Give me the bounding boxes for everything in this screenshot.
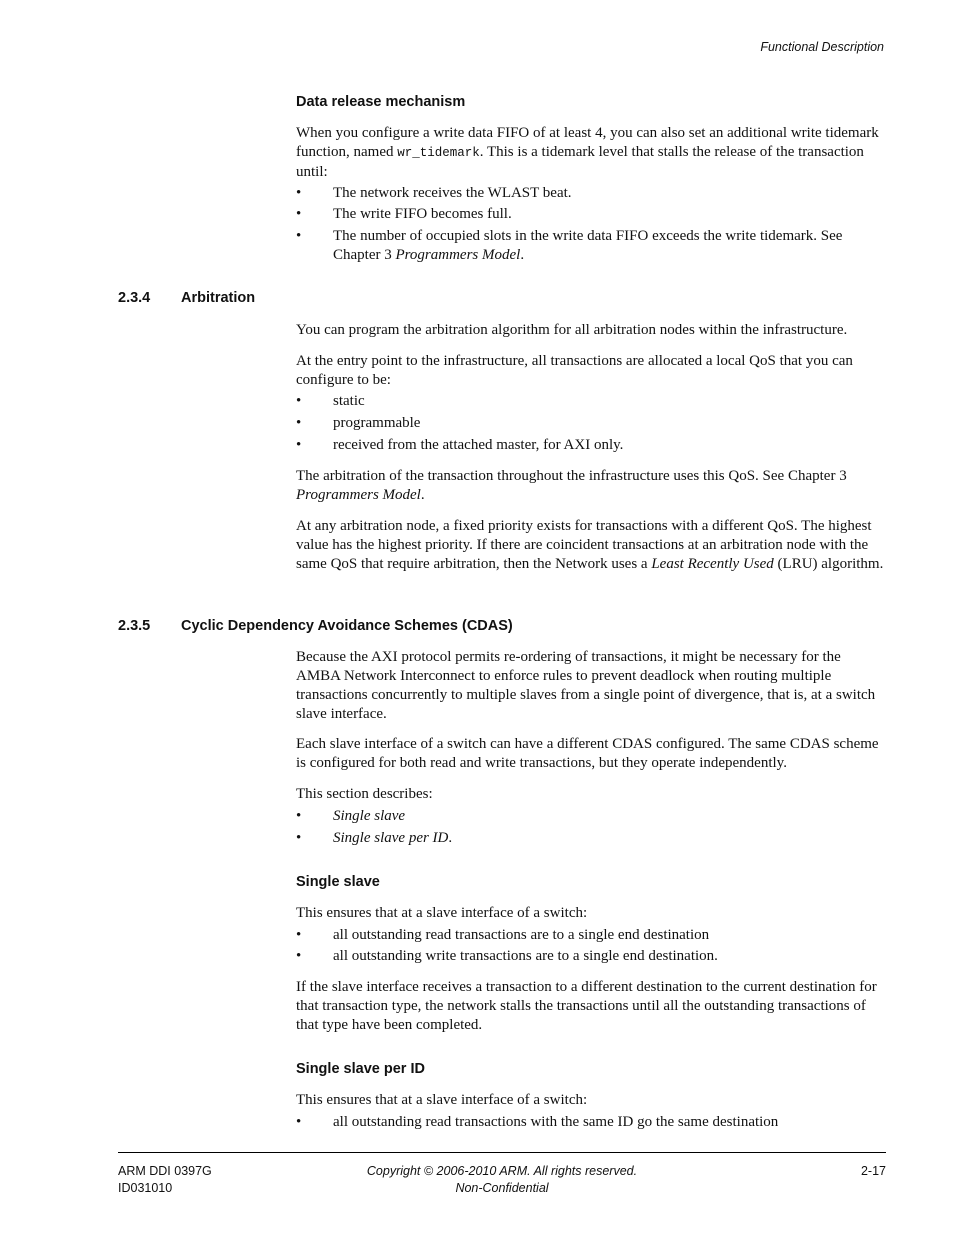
paragraph: At the entry point to the infrastructure, all transactions are allocated a local QoS that you can configure to be: (296, 353, 853, 388)
copyright-text: Copyright © 2006-2010 ARM. All rights reserved. (366, 1164, 638, 1178)
link-programmers-model[interactable]: Programmers Model (296, 487, 421, 503)
paragraph: This ensures that at a slave interface of a switch: (296, 905, 588, 921)
list-item: • The network receives the WLAST beat. (296, 185, 572, 201)
bullet-icon: • (296, 830, 302, 846)
section-heading-cdas: 2.3.5 Cyclic Dependency Avoidance Schemes (CDAS) (118, 618, 513, 634)
bullet-icon: • (296, 948, 302, 964)
paragraph: Because the AXI protocol permits re-ordering of transactions, it might be necessary for the AMBA Network Interconnect to enforce rules to prevent deadlock when routing multiple transactions concurrently to multiple slaves from a single point of divergence, that is, at a switch slave interface. (296, 649, 876, 722)
running-header: Functional Description (760, 40, 884, 54)
list-item: • static (296, 393, 365, 409)
bullet-icon: • (296, 927, 302, 943)
paragraph: If the slave interface receives a transaction to a different destination to the current destination for that transaction type, the network stalls the transactions until all the outstanding transactions of that type have been completed. (296, 979, 877, 1033)
footer-rule (118, 1152, 886, 1153)
link-single-slave[interactable]: Single slave (333, 808, 406, 824)
bullet-icon: • (296, 808, 302, 824)
list-item (296, 807, 886, 826)
paragraph: When you configure a write data FIFO of at least 4, you can also set an additional write tidemark function, named wr_tidemark. This is a tidemark level that stalls the release of the transaction until: (296, 125, 879, 180)
doc-id: ID031010 (118, 1181, 173, 1195)
doc-number: ARM DDI 0397G (118, 1164, 212, 1178)
list-item: • all outstanding write transactions are to a single end destination. (296, 948, 718, 964)
list-item: • The number of occupied slots in the write data FIFO exceeds the write tidemark. See Chapter 3 Programmers Model. (296, 228, 843, 263)
link-programmers-model[interactable]: Programmers Model (395, 247, 521, 263)
bullet-icon: • (296, 415, 302, 431)
list-item: • Single slave per ID. (296, 830, 453, 846)
confidentiality-text: Non-Confidential (455, 1181, 549, 1195)
subsection-heading-single-slave: Single slave (296, 874, 380, 890)
footer-doc-info (118, 1163, 212, 1197)
paragraph: At any arbitration node, a fixed priority exists for transactions with a different QoS. The highest value has the highest priority. If there are coincident transactions at an arbitration node with the same QoS that require arbitration, then the Network uses a Least Recently Used (LRU) algorithm. (296, 518, 884, 572)
bullet-icon: • (296, 437, 302, 453)
subsection-heading-single-slave-per-id: Single slave per ID (296, 1061, 425, 1077)
footer-copyright (300, 1163, 704, 1197)
paragraph: Each slave interface of a switch can have a different CDAS configured. The same CDAS scheme is configured for both read and write transactions, but they operate independently. (296, 736, 879, 771)
bullet-icon: • (296, 206, 302, 222)
list-item: • all outstanding read transactions are to a single end destination (296, 927, 710, 943)
paragraph: The arbitration of the transaction throughout the infrastructure uses this QoS. See Chapter 3 Programmers Model. (296, 468, 847, 503)
bullet-icon: • (296, 1114, 302, 1130)
list-item: • programmable (296, 415, 421, 431)
list-item: • all outstanding read transactions with the same ID go the same destination (296, 1114, 779, 1130)
page-number: 2-17 (860, 1164, 886, 1178)
subsection-heading-data-release: Data release mechanism (296, 94, 466, 110)
bullet-icon: • (296, 185, 302, 201)
bullet-icon: • (296, 393, 302, 409)
list-item: • The write FIFO becomes full. (296, 206, 512, 222)
list-item: • received from the attached master, for AXI only. (296, 437, 624, 453)
paragraph: This section describes: (296, 786, 433, 802)
link-single-slave-per-id[interactable]: Single slave per ID (333, 830, 449, 846)
paragraph: This ensures that at a slave interface of a switch: (296, 1092, 588, 1108)
paragraph: You can program the arbitration algorithm for all arbitration nodes within the infrastructure. (296, 322, 848, 338)
code-wr-tidemark: wr_tidemark (397, 146, 480, 160)
bullet-icon: • (296, 228, 302, 244)
section-heading-arbitration: 2.3.4 Arbitration (118, 290, 256, 306)
